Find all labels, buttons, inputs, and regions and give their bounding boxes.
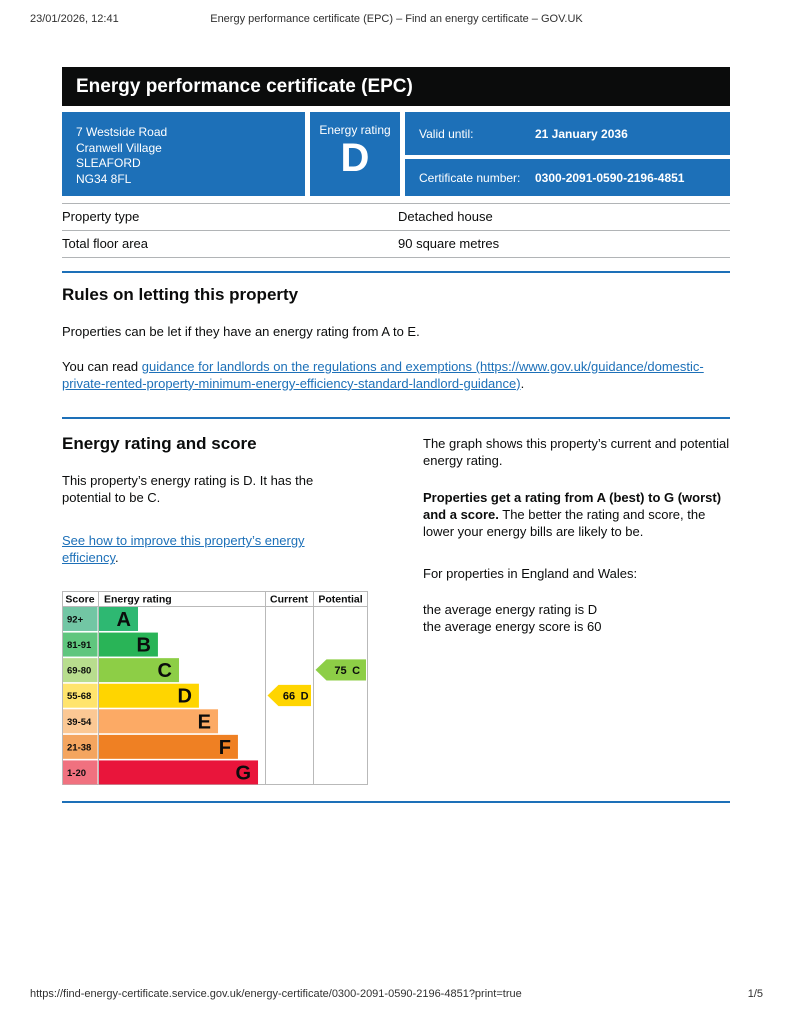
average-score-line: the average energy score is 60 [423,618,602,634]
rules-para-2 [62,359,722,393]
improve-para [62,533,364,567]
svg-text:39-54: 39-54 [67,717,92,729]
svg-text:D: D [177,685,192,708]
rules-para-2-suffix: . [520,375,525,391]
energy-rating-value: D [340,136,370,180]
svg-text:55-68: 55-68 [67,691,92,703]
table-row [62,230,730,258]
averages-block [423,602,730,636]
print-header [30,13,763,25]
valid-until-box [405,112,730,155]
svg-text:F: F [218,737,231,760]
property-address-box [62,112,305,196]
graph-intro-para: The graph shows this property’s current and potential energy rating. [423,435,730,468]
epc-chart [62,591,368,785]
rules-para-2-prefix: You can read [62,358,142,374]
row-value: Detached house [398,209,493,224]
certificate-number-box [405,159,730,196]
certificate-page [62,67,730,803]
england-wales-para: For properties in England and Wales: [423,566,638,582]
average-rating-line: the average energy rating is D [423,602,598,618]
svg-text:A: A [116,609,132,632]
epc-banner [62,67,730,106]
energy-rating-label: Energy rating [319,123,391,137]
certificate-number-value: 0300-2091-0590-2196-4851 [535,170,685,185]
svg-text:75 C: 75 C [334,665,361,678]
address-line-2: Cranwell Village [76,140,162,155]
energy-rating-section [62,434,730,786]
svg-text:B: B [136,634,151,657]
rating-score-heading: Energy rating and score [62,433,257,453]
certificate-summary-boxes [62,112,730,196]
svg-text:66 D: 66 D [282,690,309,703]
rating-explainer-para [423,490,730,541]
section-divider [62,417,730,419]
valid-until-label: Valid until: [419,126,474,141]
print-page-title: Energy performance certificate (EPC) – Find an energy certificate – GOV.UK [210,13,583,25]
row-value: 90 square metres [398,236,500,251]
row-label: Property type [62,209,140,224]
footer-url: https://find-energy-certificate.service.gov.uk/energy-certificate/0300-2091-0590-2196-4851?print=true [30,988,522,1000]
svg-text:C: C [157,660,173,683]
address-line-1: 7 Westside Road [76,125,168,139]
svg-text:Energy rating: Energy rating [104,593,172,606]
table-row [62,203,730,230]
print-footer [30,988,763,1000]
rating-explainer-rest: The better the rating and score, the lower your energy bills are likely to be. [423,507,706,540]
footer-page-number: 1/5 [747,988,763,1000]
banner-title: Energy performance certificate (EPC) [76,75,413,97]
rating-summary-para: This property’s energy rating is D. It has the potential to be C. [62,472,314,505]
svg-text:69-80: 69-80 [67,665,92,677]
rating-explainer-bold: Properties get a rating from A (best) to G (worst) and a score. [423,490,722,523]
rating-score-column [62,434,392,786]
landlord-guidance-link[interactable]: guidance for landlords on the regulations and exemptions (https://www.gov.uk/guidance/domestic-private-rented-property-minimum-energy-efficiency-standard-landlord-guidance) [62,358,704,391]
property-summary-table [62,203,730,258]
section-divider [62,271,730,273]
address-line-3: SLEAFORD [76,156,141,171]
row-label: Total floor area [62,236,148,251]
svg-text:81-91: 81-91 [67,640,92,652]
address-line-4: NG34 8FL [76,171,132,186]
svg-text:21-38: 21-38 [67,742,92,754]
svg-text:Potential: Potential [318,593,363,606]
svg-text:Current: Current [270,593,308,606]
svg-text:G: G [235,762,252,785]
valid-until-value: 21 January 2036 [535,126,628,141]
svg-text:1-20: 1-20 [67,768,87,780]
validity-boxes [405,112,730,196]
rules-heading: Rules on letting this property [62,285,299,304]
certificate-number-label: Certificate number: [419,170,521,185]
rating-explanation-column [423,434,730,786]
energy-rating-box [310,112,400,196]
print-datetime: 23/01/2026, 12:41 [30,13,119,25]
svg-text:Score: Score [65,593,95,606]
improve-efficiency-link[interactable]: See how to improve this property’s energy efficiency [62,533,305,566]
rules-section [62,285,730,393]
svg-text:E: E [197,711,212,734]
rules-para-1: Properties can be let if they have an energy rating from A to E. [62,324,420,339]
section-divider [62,801,730,803]
improve-para-suffix: . [115,550,119,566]
svg-text:92+: 92+ [67,614,84,626]
